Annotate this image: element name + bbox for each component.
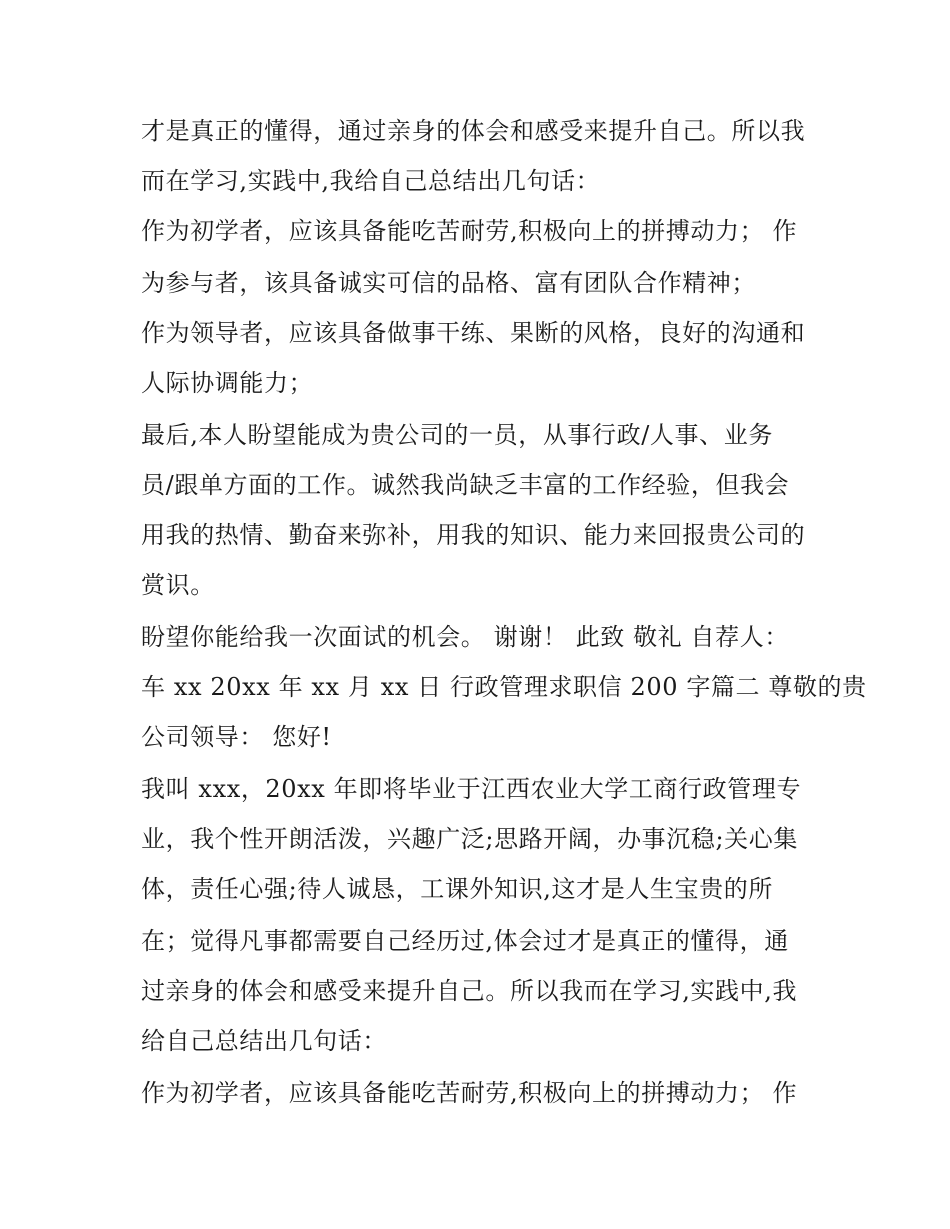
- text-line: 车 xx 20xx 年 xx 月 xx 日 行政管理求职信 200 字篇二 尊敬的贵: [141, 673, 867, 701]
- text-line: 体，责任心强;待人诚恳，工课外知识,这才是人生宝贵的所: [141, 875, 773, 903]
- text-line: 人际协调能力；: [141, 369, 314, 397]
- text-line: 给自己总结出几句话：: [141, 1027, 387, 1055]
- text-line: 在；觉得凡事都需要自己经历过,体会过才是真正的懂得，通: [141, 927, 789, 955]
- text-line: 才是真正的懂得，通过亲身的体会和感受来提升自己。所以我: [141, 117, 806, 145]
- text-line: 过亲身的体会和感受来提升自己。所以我而在学习,实践中,我: [141, 977, 798, 1005]
- text-line: 最后,本人盼望能成为贵公司的一员，从事行政/人事、业务: [141, 421, 773, 449]
- text-line: 为参与者，该具备诚实可信的品格、富有团队合作精神；: [141, 269, 756, 297]
- text-line: 用我的热情、勤奋来弥补，用我的知识、能力来回报贵公司的: [141, 521, 806, 549]
- text-line: 作为初学者，应该具备能吃苦耐劳,积极向上的拼搏动力； 作: [141, 217, 798, 245]
- text-line: 作为初学者，应该具备能吃苦耐劳,积极向上的拼搏动力； 作: [141, 1079, 798, 1107]
- text-line: 作为领导者，应该具备做事干练、果断的风格，良好的沟通和: [141, 319, 806, 347]
- text-line: 公司领导： 您好!: [141, 723, 332, 751]
- text-line: 而在学习,实践中,我给自己总结出几句话：: [141, 167, 601, 195]
- text-line: 员/跟单方面的工作。诚然我尚缺乏丰富的工作经验，但我会: [141, 471, 790, 499]
- text-line: 我叫 xxx，20xx 年即将毕业于江西农业大学工商行政管理专: [141, 775, 802, 803]
- text-line: 业，我个性开朗活泼，兴趣广泛;思路开阔，办事沉稳;关心集: [141, 825, 798, 853]
- text-line: 赏识。: [141, 571, 215, 599]
- text-line: 盼望你能给我一次面试的机会。 谢谢！ 此致 敬礼 自荐人：: [141, 623, 789, 651]
